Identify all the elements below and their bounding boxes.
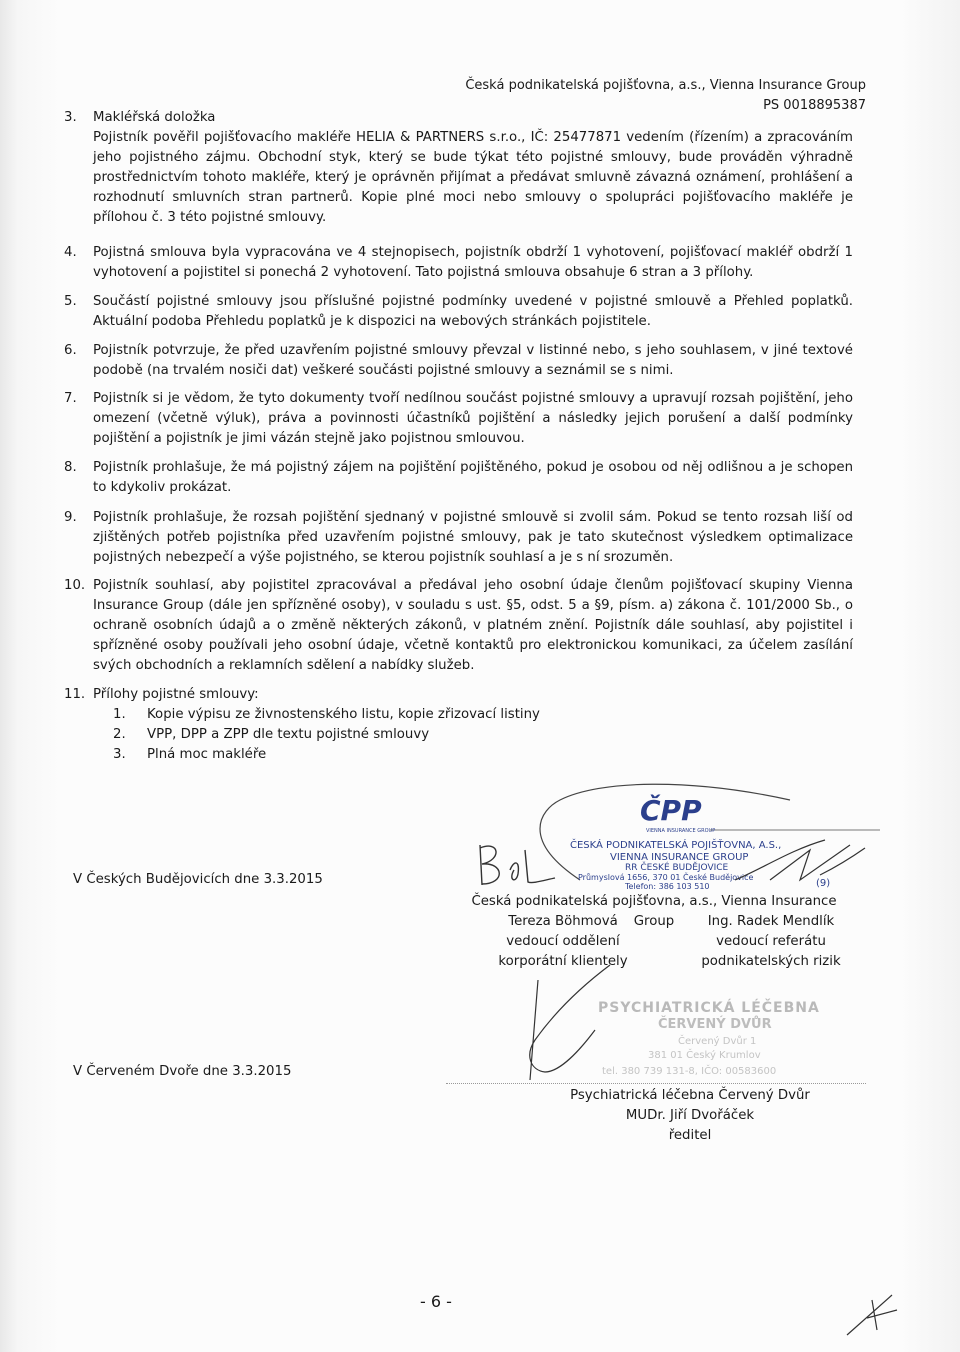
header-policy-number: PS 0018895387 xyxy=(763,98,866,113)
clause-text: Součástí pojistné smlouvy jsou příslušné pojistné podmínky uvedené v pojistné smlouvě a Přehled poplatků. Aktuální podoba Přehledu poplatků je k dispozici na webových stránkách pojistitele. xyxy=(93,294,853,329)
client-organization: Psychiatrická léčebna Červený Dvůr xyxy=(570,1088,810,1103)
signature-dvoracek xyxy=(500,960,620,1090)
stamp-code: (9) xyxy=(816,878,831,889)
clause-text: Pojistník si je vědom, že tyto dokumenty tvoří nedílnou součást pojistné smlouvy a upravují rozsah pojištění, jeho omezení (včetně výluk), práva a povinnosti účastníků pojištění a následky jejich porušení a další podmínky pojištění a pojistník je jimi vázán stejně jako pojistnou smlouvou. xyxy=(93,391,853,446)
item-number: 11. xyxy=(64,687,86,702)
signature-mendlik xyxy=(730,830,870,890)
clause-title: Makléřská doložka xyxy=(93,110,216,125)
signatory-mendlik xyxy=(686,912,856,972)
place-date-insurer: V Českých Budějovicích dne 3.3.2015 xyxy=(73,872,323,887)
clause-text: Pojistník prohlašuje, že má pojistný zájem na pojištění pojištěného, pokud je osobou od něj odlišnou a je schopen to kdykoliv prokázat. xyxy=(93,460,853,495)
signatory-name: Ing. Radek Mendlík xyxy=(707,914,835,929)
item-number: 3. xyxy=(64,110,77,125)
initials-mark xyxy=(842,1290,902,1340)
stamp-line4: 381 01 Český Krumlov xyxy=(648,1050,761,1061)
insurer-company-line: Česká podnikatelská pojišťovna, a.s., Vienna Insurance Group xyxy=(471,894,837,929)
stamp-line3: RR ČESKÉ BUDĚJOVICE xyxy=(625,863,729,873)
item-number: 4. xyxy=(64,245,77,260)
signatory-role: vedoucí referátu xyxy=(716,934,826,949)
stamp-line1: ČESKÁ PODNIKATELSKÁ POJIŠŤOVNA, A.S., xyxy=(570,840,782,851)
clause-text: Pojistník pověřil pojišťovacího makléře HELIA & PARTNERS s.r.o., IČ: 25477871 vedením (řízením) a zpracováním jeho pojistného zájmu. Obchodní styk, který se bude týkat této pojistné smlouvy, bude prováděn výhradně prostřednictvím tohoto makléře, který je oprávněn přijímat a předávat smluvně závazná oznámení, prohlášení a rozhodnutí smluvních stran partnerů. Kopie plné moci nebo smlouvy o spolupráci pojišťovacího makléře je přílohou č. 3 této pojistné smlouvy. xyxy=(93,130,853,225)
stamp-line1: PSYCHIATRICKÁ LÉČEBNA xyxy=(598,1000,820,1016)
signatory-role: ředitel xyxy=(668,1128,712,1143)
stamp-line2: VIENNA INSURANCE GROUP xyxy=(610,852,749,863)
signatory-name: Tereza Böhmová xyxy=(508,914,618,929)
signatory-role: vedoucí oddělení xyxy=(506,934,620,949)
signatory-role: podnikatelských rizik xyxy=(701,954,841,969)
signatory-role: korporátní klientely xyxy=(498,954,628,969)
stamp-line5: Telefon: 386 103 510 xyxy=(625,882,710,890)
item-number: 6. xyxy=(64,343,77,358)
signatory-name: MUDr. Jiří Dvořáček xyxy=(625,1108,755,1123)
place-date-client: V Červeném Dvoře dne 3.3.2015 xyxy=(73,1064,292,1079)
stamp-line3: Červený Dvůr 1 xyxy=(678,1036,757,1047)
attachment-item: 2. VPP, DPP a ZPP dle textu pojistné smlouvy xyxy=(113,727,430,742)
item-number: 9. xyxy=(64,510,77,525)
clause-text: Pojistník souhlasí, aby pojistitel zpracovával a předával jeho osobní údaje členům pojišťovací skupiny Vienna Insurance Group (dále jen spřízněné osoby), v souladu s ust. §5, odst. 5 a §9, písm. a) zákona č. 101/2000 Sb., o ochraně osobních údajů a o změně některých zákonů, v platném znění. Pojistník dále souhlasí, aby pojistitel i spřízněné osoby používali jeho osobní údaje, včetně kontaktů pro elektronickou komunikaci, za účelem zasílání svých obchodních a reklamních sdělení a nabídky služeb. xyxy=(93,578,853,673)
stamp-line2: ČERVENÝ DVŮR xyxy=(658,1017,772,1032)
stamp-logo: ČPP xyxy=(640,794,702,827)
signatory-dvoracek xyxy=(540,1086,840,1146)
signature-bohmova xyxy=(470,840,560,890)
item-number: 5. xyxy=(64,294,77,309)
clause-text: Pojistník prohlašuje, že rozsah pojištění sjednaný v pojistné smlouvě si zvolil sám. Pokud se tento rozsah liší od zjištěných potřeb pojistníka před uzavřením pojistné smlouvy, pak je tato skutečnost výsledkem optimalizace pojistných nebezpečí a výše pojistného, se kterou pojistník souhlasí a je s ní srozuměn. xyxy=(93,510,853,565)
item-number: 10. xyxy=(64,578,86,593)
item-number: 7. xyxy=(64,391,77,406)
stamp-group: VIENNA INSURANCE GROUP xyxy=(646,828,716,834)
stamp-line5: tel. 380 739 131-8, IČO: 00583600 xyxy=(602,1066,777,1077)
hospital-stamp xyxy=(588,994,828,1078)
attachment-item: 3. Plná moc makléře xyxy=(113,747,267,762)
clause-text: Pojistník potvrzuje, že před uzavřením pojistné smlouvy převzal v listinné nebo, s jeho souhlasem, v jiné textové podobě (na trvalém nosiči dat) veškeré součásti pojistné smlouvy a seznámil se s nimi. xyxy=(93,343,853,378)
attachment-item: 1. Kopie výpisu ze živnostenského listu, kopie zřizovací listiny xyxy=(113,707,540,722)
clause-broker xyxy=(93,108,853,228)
attachment-list xyxy=(93,705,540,765)
header-company: Česká podnikatelská pojišťovna, a.s., Vienna Insurance Group xyxy=(465,78,866,93)
attachments-title: Přílohy pojistné smlouvy: xyxy=(93,687,259,702)
stamp-line4: Průmyslová 1656, 370 01 České Budějovice xyxy=(578,873,754,882)
clause-text: Pojistná smlouva byla vypracována ve 4 stejnopisech, pojistník obdrží 1 vyhotovení, pojišťovací makléř obdrží 1 vyhotovení a pojistitel si ponechá 2 vyhotovení. Tato pojistná smlouva obsahuje 6 stran a 3 přílohy. xyxy=(93,245,853,280)
item-number: 8. xyxy=(64,460,77,475)
signature-line xyxy=(446,1083,866,1084)
page-number: - 6 - xyxy=(420,1292,452,1311)
